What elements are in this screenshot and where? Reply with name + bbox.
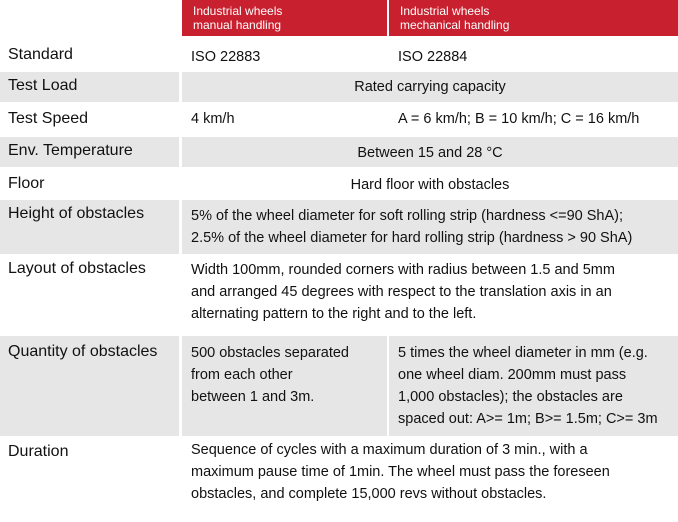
- standard-manual: ISO 22883: [191, 49, 261, 65]
- quantity-mechanical-line: one wheel diam. 200mm must pass: [398, 367, 627, 383]
- row-test-speed: [0, 104, 678, 136]
- label-floor: Floor: [8, 175, 45, 192]
- label-quantity-of-obstacles: Quantity of obstacles: [0, 336, 179, 436]
- quantity-manual-line: from each other: [191, 367, 293, 383]
- row-env-temperature: [0, 137, 678, 167]
- duration-line: Sequence of cycles with a maximum duration of 3 min., with a: [191, 442, 588, 458]
- label-duration: Duration: [8, 443, 69, 460]
- header-mechanical-line-2: mechanical handling: [400, 18, 510, 32]
- quantity-manual-line: 500 obstacles separated: [191, 345, 349, 361]
- test-speed-manual: 4 km/h: [191, 111, 235, 127]
- row-duration: [0, 436, 678, 522]
- header-mechanical-line-1: Industrial wheels: [400, 4, 490, 18]
- row-quantity-of-obstacles: [0, 336, 678, 436]
- duration-line: obstacles, and complete 15,000 revs without obstacles.: [191, 486, 547, 502]
- header-mechanical-handling: [389, 0, 678, 36]
- duration-value: [182, 436, 678, 522]
- quantity-manual-line: between 1 and 3m.: [191, 389, 315, 405]
- layout-of-obstacles-value: [182, 254, 678, 336]
- floor-value: Hard floor with obstacles: [350, 177, 510, 193]
- height-of-obstacles-line: 2.5% of the wheel diameter for hard rolling strip (hardness > 90 ShA): [191, 230, 633, 246]
- header-manual-handling: [182, 0, 387, 36]
- row-height-of-obstacles: [0, 200, 678, 254]
- quantity-of-obstacles-mechanical: [389, 336, 678, 436]
- test-load-value: Rated carrying capacity: [182, 72, 678, 102]
- quantity-mechanical-line: 1,000 obstacles); the obstacles are: [398, 389, 623, 405]
- height-of-obstacles-value: [182, 200, 678, 254]
- duration-line: maximum pause time of 1min. The wheel must pass the foreseen: [191, 464, 610, 480]
- row-floor: [0, 169, 678, 201]
- label-layout-of-obstacles: Layout of obstacles: [8, 260, 146, 277]
- quantity-mechanical-line: spaced out: A>= 1m; B>= 1.5m; C>= 3m: [398, 411, 658, 427]
- layout-of-obstacles-line: alternating pattern to the right and to the left.: [191, 306, 477, 322]
- layout-of-obstacles-line: and arranged 45 degrees with respect to the translation axis in an: [191, 284, 612, 300]
- label-test-speed: Test Speed: [8, 110, 89, 127]
- row-standard: [0, 40, 678, 72]
- label-env-temperature: Env. Temperature: [0, 137, 179, 167]
- env-temperature-value: Between 15 and 28 °C: [182, 137, 678, 167]
- layout-of-obstacles-line: Width 100mm, rounded corners with radius between 1.5 and 5mm: [191, 262, 615, 278]
- header-manual-line-1: Industrial wheels: [193, 4, 283, 18]
- label-height-of-obstacles: Height of obstacles: [0, 200, 179, 254]
- test-speed-mechanical: A = 6 km/h; B = 10 km/h; C = 16 km/h: [398, 111, 640, 127]
- row-layout-of-obstacles: [0, 254, 678, 336]
- header-manual-line-2: manual handling: [193, 18, 282, 32]
- quantity-mechanical-line: 5 times the wheel diameter in mm (e.g.: [398, 345, 648, 361]
- quantity-of-obstacles-manual: [182, 336, 387, 436]
- label-test-load: Test Load: [0, 72, 179, 102]
- standard-mechanical: ISO 22884: [398, 49, 468, 65]
- row-test-load: [0, 72, 678, 102]
- label-standard: Standard: [8, 46, 73, 63]
- height-of-obstacles-line: 5% of the wheel diameter for soft rolling strip (hardness <=90 ShA);: [191, 208, 623, 224]
